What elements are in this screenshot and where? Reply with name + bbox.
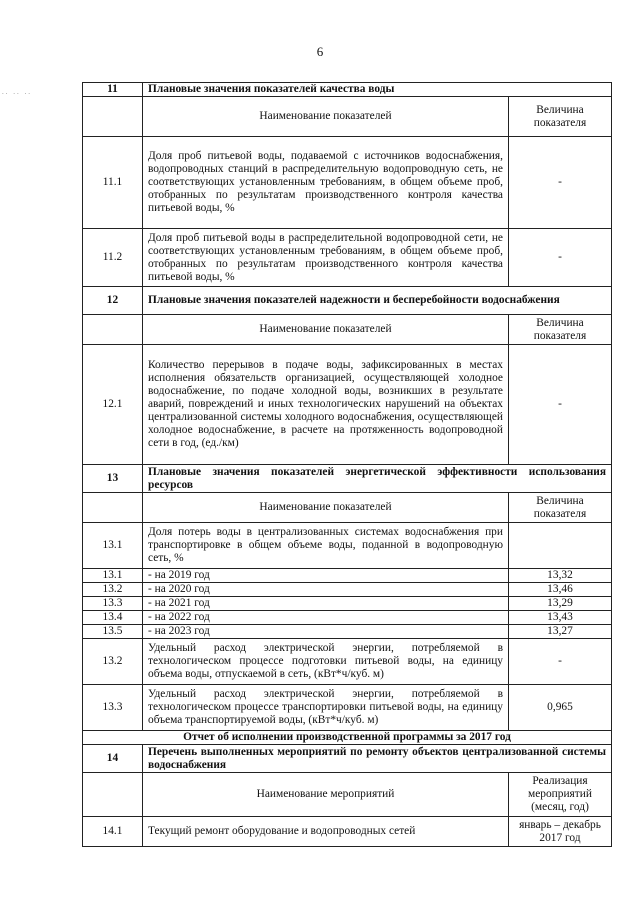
row-value: 13,27	[508, 625, 611, 639]
row-text: - на 2021 год	[143, 597, 509, 611]
row-value: 13,43	[508, 611, 611, 625]
row-number: 14.1	[83, 817, 143, 847]
section-title: Плановые значения показателей надежности и бесперебойности водоснабжения	[143, 287, 612, 315]
row-value: -	[508, 229, 611, 287]
row-number: 12.1	[83, 345, 143, 465]
row-value: январь – декабрь 2017 год	[508, 817, 611, 847]
row-number: 13.1	[83, 523, 143, 569]
year-row	[83, 569, 612, 583]
row-text: - на 2020 год	[143, 583, 509, 597]
section-number: 13	[83, 465, 143, 493]
row-text: Текущий ремонт оборудование и водопроводных сетей	[143, 817, 509, 847]
row-text: Количество перерывов в подаче воды, зафиксированных в местах исполнения обязательств организацией, осуществляющей холодное водоснабжение, по подаче холодной воды, возникших в результате аварий, повреждений и иных технологических нарушений на объектах централизованной системы холодного водоснабжения, осуществляющей холодное водоснабжение, в расчете на протяженность водопроводной сети в год, (ед./км)	[143, 345, 509, 465]
row-number: 13.2	[83, 639, 143, 685]
year-row	[83, 625, 612, 639]
column-header-name: Наименование мероприятий	[143, 773, 509, 817]
row-text: - на 2023 год	[143, 625, 509, 639]
report-title: Отчет об исполнении производственной программы за 2017 год	[83, 731, 612, 745]
column-header-value: Реализация мероприятий (месяц, год)	[508, 773, 611, 817]
row-value: 0,965	[508, 685, 611, 731]
row-value	[508, 523, 611, 569]
year-row	[83, 611, 612, 625]
row-text: Удельный расход электрической энергии, потребляемой в технологическом процессе транспортировки питьевой воды, на единицу объема транспортируемой воды, (кВт*ч/куб. м)	[143, 685, 509, 731]
section-title: Перечень выполненных мероприятий по ремонту объектов централизованной системы водоснабжения	[143, 745, 612, 773]
row-value: -	[508, 639, 611, 685]
section-12-header	[83, 287, 612, 315]
section-number: 12	[83, 287, 143, 315]
row-number: 13.3	[83, 597, 143, 611]
row-number: 13.5	[83, 625, 143, 639]
section-14-header	[83, 745, 612, 773]
margin-marks: .. .. ..	[2, 88, 32, 96]
indicators-table	[82, 82, 612, 847]
table-row	[83, 523, 612, 569]
page-number: 6	[316, 44, 324, 59]
row-text: Доля проб питьевой воды, подаваемой с источников водоснабжения, водопроводных станций в распределительную водопроводную сеть, не соответствующих установленным требованиям, в общем объеме проб, отобранных по результатам производственного контроля качества питьевой воды, %	[143, 137, 509, 229]
column-header-name: Наименование показателей	[143, 315, 509, 345]
column-header-row	[83, 315, 612, 345]
column-header-name: Наименование показателей	[143, 97, 509, 137]
row-text: - на 2019 год	[143, 569, 509, 583]
row-number: 13.1	[83, 569, 143, 583]
section-13-header	[83, 465, 612, 493]
column-header-name: Наименование показателей	[143, 493, 509, 523]
section-number: 14	[83, 745, 143, 773]
row-number: 13.2	[83, 583, 143, 597]
table-row	[83, 137, 612, 229]
row-value: 13,46	[508, 583, 611, 597]
row-number: 13.3	[83, 685, 143, 731]
row-value: 13,32	[508, 569, 611, 583]
row-value: 13,29	[508, 597, 611, 611]
column-header-row	[83, 493, 612, 523]
row-value: -	[508, 137, 611, 229]
section-title: Плановые значения показателей качества воды	[143, 83, 612, 97]
year-row	[83, 597, 612, 611]
column-header-value: Величина показателя	[508, 97, 611, 137]
table-row	[83, 229, 612, 287]
row-value: -	[508, 345, 611, 465]
row-text: Доля потерь воды в централизованных системах водоснабжения при транспортировке в общем объеме воды, поданной в водопроводную сеть, %	[143, 523, 509, 569]
column-header-value: Величина показателя	[508, 493, 611, 523]
row-text: - на 2022 год	[143, 611, 509, 625]
table-row	[83, 817, 612, 847]
report-title-row	[83, 731, 612, 745]
table-row	[83, 639, 612, 685]
column-header-row	[83, 773, 612, 817]
section-title: Плановые значения показателей энергетической эффективности использования ресурсов	[143, 465, 612, 493]
year-row	[83, 583, 612, 597]
table-row	[83, 685, 612, 731]
column-header-value: Величина показателя	[508, 315, 611, 345]
row-number: 11.1	[83, 137, 143, 229]
row-number: 11.2	[83, 229, 143, 287]
section-number: 11	[83, 83, 143, 97]
column-header-row	[83, 97, 612, 137]
row-text: Доля проб питьевой воды в распределительной водопроводной сети, не соответствующих установленным требованиям, в общем объеме проб, отобранных по результатам производственного контроля качества питьевой воды, %	[143, 229, 509, 287]
section-11-header	[83, 83, 612, 97]
row-text: Удельный расход электрической энергии, потребляемой в технологическом процессе подготовки питьевой воды, на единицу объема воды, отпускаемой в сеть, (кВт*ч/куб. м)	[143, 639, 509, 685]
row-number: 13.4	[83, 611, 143, 625]
table-row	[83, 345, 612, 465]
